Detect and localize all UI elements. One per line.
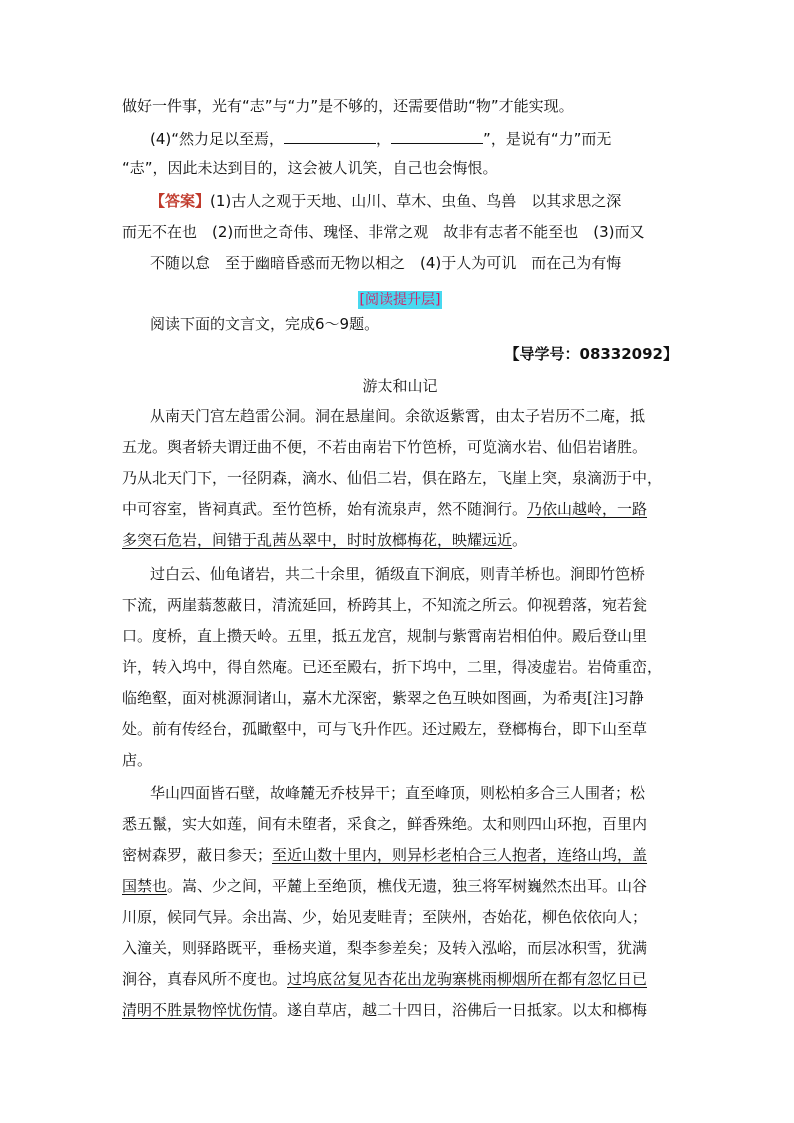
passage-line: 处。前有传经台，孤瞰壑中，可与飞升作匹。还过殿左，登榔梅台，即下山至草 xyxy=(122,720,648,738)
text-segment: 。 xyxy=(512,531,528,549)
answer-label: 【答案】 xyxy=(150,192,211,210)
passage-line xyxy=(122,498,678,520)
question-4-line xyxy=(150,128,678,150)
text-segment: ， xyxy=(376,130,392,148)
passage-line xyxy=(122,875,678,897)
answer-line: 而无不在也 (2)而世之奇伟、瑰怪、非常之观 故非有志者不能至也 (3)而又 xyxy=(122,223,645,241)
passage-title: 游太和山记 xyxy=(362,377,438,395)
text-segment: 。遂自草店，越二十四日，浴佛后一日抵家。以太和榔梅 xyxy=(272,1001,648,1019)
instruction-line: 阅读下面的文言文，完成6～9题。 xyxy=(150,315,380,333)
passage-line: 过白云、仙龟诸岩，共二十余里，循级直下涧底，则青羊桥也。涧即竹笆桥 xyxy=(150,565,646,583)
section-banner-line xyxy=(122,288,678,310)
underlined-text: 至近山数十里内，则异杉老柏合三人抱者，连络山坞，盖 xyxy=(272,846,648,864)
underlined-text: 乃依山越岭，一路 xyxy=(527,500,648,518)
passage-line: 从南天门宫左趋雷公洞。洞在悬崖间。余欲返紫霄，由太子岩历不二庵，抵 xyxy=(150,407,646,425)
fill-blank[interactable] xyxy=(391,129,483,144)
text-segment: 涧谷，真春风所不度也。 xyxy=(122,970,288,988)
text-line: “志”，因此未达到目的，这会被人讥笑，自己也会悔恨。 xyxy=(122,159,498,177)
passage-line: 川原，候同气异。余出嵩、少，始见麦畦青；至陕州，杏始花，柳色依依向人； xyxy=(122,908,648,926)
underlined-text: 多突石危岩，间错于乱茜丛翠中，时时放榔梅花，映耀远近 xyxy=(122,531,513,549)
underlined-text: 清明不胜景物悴忧伤情 xyxy=(122,1001,273,1019)
passage-line: 临绝壑，面对桃源洞诸山，嘉木尤深密，紫翠之色互映如图画，为希夷[注]习静 xyxy=(122,689,644,707)
text-segment: ”，是说有“力”而无 xyxy=(483,130,612,148)
passage-line xyxy=(122,968,678,990)
passage-line: 下流，两崖蓊葱蔽日，清流延回，桥跨其上，不知流之所云。仰视碧落，宛若瓮 xyxy=(122,596,648,614)
passage-line: 入潼关，则驿路既平，垂杨夹道，梨李参差矣；及转入泓峪，而层冰积雪，犹满 xyxy=(122,939,648,957)
answer-line xyxy=(150,190,678,212)
text-segment: (4)“然力足以至焉， xyxy=(150,130,285,148)
section-banner: [阅读提升层] xyxy=(359,292,441,308)
passage-line: 五龙。舆者轿夫谓迂曲不便，不若由南岩下竹笆桥，可览滴水岩、仙侣岩诸胜。 xyxy=(122,438,648,456)
passage-line xyxy=(122,999,678,1021)
text-segment: 中可容室，皆祠真武。至竹笆桥，始有流泉声，然不随涧行。 xyxy=(122,500,528,518)
passage-line: 许，转入坞中，得自然庵。已还至殿右，折下坞中，二里，得凌虚岩。岩倚重峦， xyxy=(122,658,663,676)
text-segment: 密树森罗，蔽日参天； xyxy=(122,846,273,864)
answer-line: 不随以怠 至于幽暗昏惑而无物以相之 (4)于人为可讥 而在己为有悔 xyxy=(150,254,622,272)
underlined-text: 过坞底岔复见杏花出龙驹寨桃雨柳烟所在都有忽忆日已 xyxy=(287,970,648,988)
passage-line xyxy=(122,844,678,866)
text-segment: 。嵩、少之间，平麓上至绝顶，樵伐无遗，独三将军树巍然杰出耳。山谷 xyxy=(167,877,648,895)
passage-line: 华山四面皆石壁，故峰麓无乔枝异干；直至峰顶，则松柏多合三人围者；松 xyxy=(150,784,646,802)
passage-line: 乃从北天门下，一径阴森，滴水、仙侣二岩，俱在路左，飞崖上突，泉滴沥于中， xyxy=(122,469,663,487)
passage-line xyxy=(122,529,678,551)
fill-blank[interactable] xyxy=(284,129,376,144)
text-segment: (1)古人之观于天地、山川、草木、虫鱼、鸟兽 以其求思之深 xyxy=(210,192,622,210)
underlined-text: 国禁也 xyxy=(122,877,168,895)
passage-line: 悉五鬣，实大如莲，间有未堕者，采食之，鲜香殊绝。太和则四山环抱，百里内 xyxy=(122,815,648,833)
guide-number: 【导学号：08332092】 xyxy=(504,345,678,363)
passage-line: 店。 xyxy=(122,751,153,769)
passage-line: 口。度桥，直上攒天岭。五里，抵五龙宫，规制与紫霄南岩相伯仲。殿后登山里 xyxy=(122,627,648,645)
text-line: 做好一件事，光有“志”与“力”是不够的，还需要借助“物”才能实现。 xyxy=(122,97,574,115)
